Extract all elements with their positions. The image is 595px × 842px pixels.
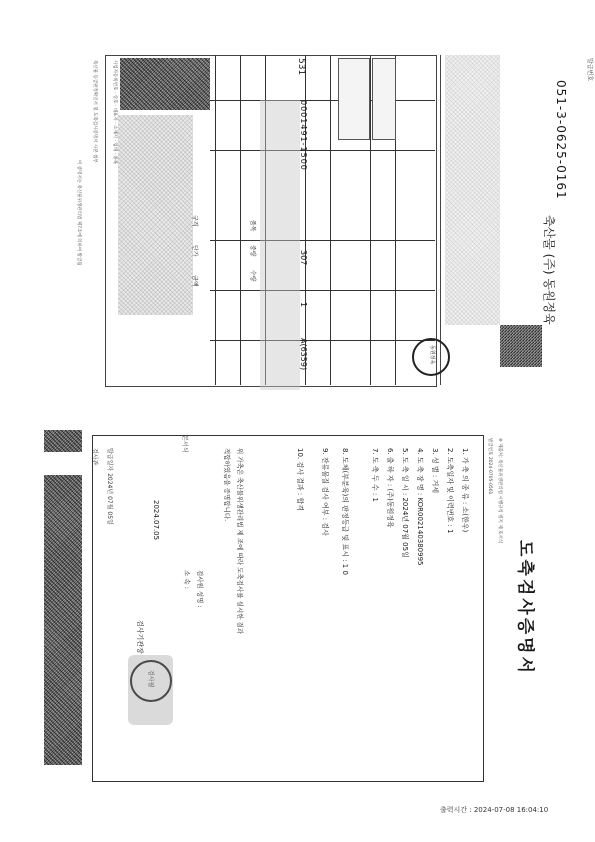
cert-item-10: 10. 검사 결과 : 합격 (296, 448, 304, 511)
receipt-fine-line-2: 축산물 등급판정확인서 및 도축검사증명서 사본 첨부 (92, 60, 97, 163)
receipt-smudge (260, 100, 300, 390)
receipt-row-label-4: 규격 (191, 215, 198, 227)
receipt-col-top-left: 531 (296, 58, 306, 76)
cert-item-8: 8. 도체(부분육)의 판정등급 및 표시 : 1 0 (341, 448, 349, 575)
cert-statement-2: 적합하였음을 증명합니다. (223, 448, 231, 522)
receipt-header-cells (338, 58, 370, 140)
cert-statement-1: 위 가축은 축산물위생관리법 제 조에 따라 도축검사를 실시한 결과 (236, 448, 244, 635)
receipt-section (40, 40, 593, 385)
qr-code-icon (500, 325, 542, 367)
receipt-row-label-6: 금액 (191, 275, 198, 287)
cert-stamp: 검사필 (130, 660, 172, 702)
receipt-stamp: 동원정육 (412, 338, 450, 376)
cert-item-3: 3. 성 별 : 거세 (431, 448, 439, 494)
cert-item-1: 1. 가 축 의 종 류 : 소(한우) (461, 448, 469, 533)
cert-top-small: ※ 제출처: 축산물위생관리법 시행규칙 별지 제 호서식 (497, 438, 502, 544)
receipt-noise-block (118, 115, 193, 315)
cert-item-4: 4. 도 축 장 명 : KOR002140380995 (416, 448, 424, 566)
receipt-qty-value: 1 (299, 302, 308, 308)
receipt-fine-line-1: 사업자등록번호 · 상호 · 대표자 · 소재지 · 업태 · 종목 (112, 60, 117, 165)
cert-item-7: 7. 도 축 두 수 : 1 (371, 448, 379, 502)
cert-left-edge: 본서식 (181, 435, 188, 453)
cert-date: 2024.07.05 (152, 500, 160, 541)
cert-title: 도축검사증명서 (515, 540, 535, 676)
cert-left-noise-strip (44, 475, 82, 765)
receipt-barcode-strip (120, 58, 210, 110)
cert-inspector-name: 검사원 성명 : (196, 570, 204, 608)
receipt-right-frame (440, 55, 501, 385)
cert-item-2: 2. 도축일자 및 이력번호 : 1 (446, 448, 454, 534)
receipt-fine-line-3: 이 증명서는 축산물위생관리법 제7조에 의하여 발급됨 (76, 160, 81, 266)
receipt-product-code: 0001491-1500 (299, 100, 308, 171)
print-time: 출력시간 : 2024-07-08 16:04:10 (440, 806, 549, 814)
receipt-weight-value: 307 (299, 250, 308, 266)
receipt-phone: 051-3-0625-0161 (554, 80, 568, 200)
cert-bottom-side: 검사관 (91, 448, 98, 466)
receipt-amount-value: A(6359) (299, 338, 308, 371)
cert-frame (92, 435, 484, 782)
cert-item-6: 6. 출 하 자 : (주)동원정육 (386, 448, 394, 528)
receipt-row-label-1: 품목 (249, 220, 256, 232)
cert-stamp-smudge (128, 655, 173, 725)
receipt-header-cells-2 (372, 58, 396, 140)
certificate-section (40, 420, 560, 790)
cert-number-line: 발급번호 2024-0705-0561 (487, 438, 492, 495)
receipt-row-label-5: 단가 (191, 245, 198, 257)
receipt-row-label-2: 중량 (249, 245, 256, 257)
cert-left-noise-top (44, 430, 82, 452)
cert-inspector-org: 소 속 : (183, 570, 191, 589)
receipt-header-right: 발급번호 (586, 58, 593, 82)
receipt-row-label-3: 수량 (249, 270, 256, 282)
cert-issuer: 검사기관장 (136, 620, 144, 654)
receipt-company: 축산물 (주) 동원정육 (542, 215, 556, 325)
cert-item-9: 9. 잔류물질 검사 여부 : 검사 (321, 448, 329, 536)
cert-item-5: 5. 도 축 일 시 : 2024년 07월 05일 (401, 448, 409, 558)
cert-footer-note: 발급일자 2024년 07월 05일 (106, 448, 113, 525)
